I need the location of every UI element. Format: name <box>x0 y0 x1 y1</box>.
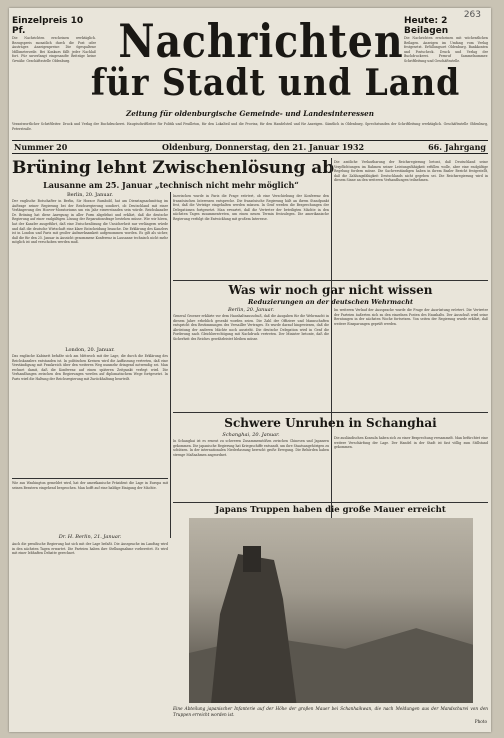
second-headline: Was wir noch gar nicht wissen <box>228 283 433 297</box>
price-box <box>12 16 96 106</box>
section-rule <box>173 280 488 281</box>
price-title: Einzelpreis 10 Pf. <box>12 16 84 36</box>
third-column3-text: Die ausländischen Konsuln haben sich zu einer Besprechung versammelt. Man befürchtet eine weitere Verschärfung der Lage. Der Handel in der Stadt ist fast völlig zum Stillstand gekommen. <box>334 436 488 450</box>
photo-headline: Japans Truppen haben die große Mauer erreicht <box>215 505 446 515</box>
lead-column3-text: Die amtliche Verlautbarung der Reichsregierung betont, daß Deutschland seine Verpflichtungen im Rahmen seiner Leistungsfähigkeit erfüllen wolle, aber eine endgültige Regelung fordern müsse. Die Sachverständigen haben in ihrem Basler Bericht festgestellt, daß die Zahlungsfähigkeit Deutschlands nicht gegeben sei. Die Reichsregierung wird in diesem Sinne an den weiteren Verhandlungen teilnehmen. <box>334 160 488 183</box>
supplements-text: Die Nachrichten erscheinen mit wöchentlichen Beilagen. Anzeigen im Umfang vom Verlag festgesetzt. Erfüllungsort Oldenburg. Bankkonten und Postscheck. Druck und Verlag der Buchdruckerei. Fernruf Sammelnummer. Schriftleitung und Geschäftsstelle. <box>404 36 488 63</box>
second-column2-text: General Groener erklärte vor dem Haushaltsausschuß, daß die Ausgaben für die Wehrmacht in diesem Jahre erheblich gesenkt worden seien. Die Zahl der Offiziere und Mannschaften entspricht den Bestimmungen des Versailler Vertrages. Es wurde darauf hingewiesen, daß die Abrüstung der anderen Mächte noch aussteht. Die deutsche Delegation wird in Genf die Forderung nach Gleichberechtigung mit Nachdruck vertreten. Der Minister betonte, daß die Sicherheit des Reiches gewährleistet bleiben müsse. <box>173 314 329 341</box>
lead-dateline2: London, 20. Januar. <box>65 347 115 353</box>
supplements-title: Heute: 2 Beilagen <box>404 16 449 36</box>
masthead-subtitle: Zeitung für oldenburgische Gemeinde- und Landesinteressen <box>126 109 374 118</box>
supplements-box <box>404 16 488 106</box>
issue-date: Oldenburg, Donnerstag, den 21. Januar 1932 <box>162 142 365 152</box>
lead-column1-text: Der englische Botschafter in Berlin, Sir Horace Rumbold, hat am Dienstagnachmittag im Auftrage seiner Regierung bei der Reichsregierung sondiert, ob Deutschland mit einer Verlängerung des Hoover-Moratoriums um ein Jahr einverstanden sein würde. Reichskanzler Dr. Brüning hat diese Anregung in aller Form abgelehnt und erklärt, daß die deutsche Regierung auf einer endgültigen Lösung der Reparationsfrage bestehen müsse. Wie wir hören, hat der Kanzler ausgeführt, daß eine Zwischenlösung die Unsicherheit nur verlängern würde und daß die deutsche Wirtschaft eine klare Entscheidung brauche. Die Erklärung des Kanzlers ist in London und Paris mit großer Aufmerksamkeit aufgenommen worden. Es gilt als sicher, daß die für den 25. Januar in Aussicht genommene Konferenz in Lausanne technisch nicht mehr möglich ist und verschoben werden muß. <box>12 199 168 245</box>
dateline-bar <box>12 140 488 154</box>
third-dateline: Schanghai, 20. Januar. <box>222 432 280 438</box>
issue-number: Nummer 20 <box>14 142 68 152</box>
lead-column1b-text: Das englische Kabinett befaßte sich am Mittwoch mit der Lage, die durch die Erklärung des Reichskanzlers entstanden ist. In politischen Kreisen wird die Auffassung vertreten, daß eine Verständigung mit Frankreich über den weiteren Weg nunmehr dringend notwendig sei. Man rechnet damit, daß die Konferenz auf einen späteren Zeitpunkt verlegt wird. Die Verhandlungen zwischen den Regierungen werden auf diplomatischem Wege fortgesetzt. In Paris wird die Haltung der Reichsregierung mit Zurückhaltung beurteilt. <box>12 354 168 381</box>
column-rule <box>331 158 332 538</box>
lead-headline: Brüning lehnt Zwischenlösung ab <box>12 158 335 178</box>
section-rule <box>173 412 488 413</box>
left-lower-dateline: Dr. H. Berlin, 21. Januar. <box>58 534 122 540</box>
lead-column2-text: Inzwischen wurde in Paris die Frage erörtert, ob eine Verschiebung der Konferenz den französischen Interessen entspreche. Die französische Regierung hält an ihrem Standpunkt fest, daß die Verträge eingehalten werden müssen. In Genf werden die Besprechungen der Delegationen fortgesetzt. Man erwartet, daß die Vertreter der beteiligten Mächte in den nächsten Tagen zusammentreten, um einen neuen Termin festzulegen. Die amerikanische Regierung verfolgt die Entwicklung mit großem Interesse. <box>173 194 329 221</box>
second-dateline: Berlin, 20. Januar. <box>228 307 274 313</box>
column-rule <box>170 192 171 538</box>
second-subheadline: Reduzierungen an der deutschen Wehrmacht <box>248 298 413 306</box>
volume: 66. Jahrgang <box>428 142 486 152</box>
photo-credit: Photo <box>474 719 487 724</box>
lead-dateline: Berlin, 20. Januar. <box>67 192 113 198</box>
photo-caption: Eine Abteilung japanischer Infanterie auf der Höhe der großen Mauer bei Schanhaikwan, die nach Meldungen aus der Mandschurei von den Truppen erreicht worden ist. <box>173 706 488 717</box>
newspaper-page <box>9 8 491 732</box>
section-rule <box>173 502 488 503</box>
third-column2-text: In Schanghai ist es erneut zu schweren Zusammenstößen zwischen Chinesen und Japanern gekommen. Die japanische Regierung hat Kriegsschiffe entsandt, um ihre Staatsangehörigen zu schützen. In der internationalen Niederlassung herrscht große Erregung. Die Behörden haben strenge Maßnahmen angeordnet. <box>173 439 329 457</box>
section-rule <box>12 478 168 479</box>
left-lower-text2: Auch die preußische Regierung hat sich mit der Lage befaßt. Die Aussprache im Landtag wird in den nächsten Tagen erwartet. Die Parteien haben ihre Stellungnahme vorbereitet. Es wird mit einer lebhaften Debatte gerechnet. <box>12 542 168 556</box>
lead-subheadline: Lausanne am 25. Januar „technisch nicht mehr möglich“ <box>43 180 299 190</box>
masthead-line2: für Stadt und Land <box>90 62 461 104</box>
left-lower-text1: Wie aus Washington gemeldet wird, hat der amerikanische Präsident die Lage in Europa mit seinen Beratern eingehend besprochen. Man hofft auf eine baldige Einigung der Mächte. <box>12 481 168 490</box>
page-number: 263 <box>463 10 481 20</box>
masthead-line1: Nachrichten <box>118 14 404 68</box>
third-headline: Schwere Unruhen in Schanghai <box>224 416 437 430</box>
great-wall-photo <box>189 518 473 703</box>
imprint: Verantwortlicher Schriftleiter. Druck und Verlag der Buchdruckerei. Hauptschriftleiter für Politik und Feuilleton, für den Lokalteil und die Provinz, für den Handelsteil und für Anzeigen. Sämtlich in Oldenburg. Sprechstunden der Schriftleitung werktäglich. Geschäftsstelle Oldenburg, Peterstraße. <box>12 122 488 131</box>
price-text: Die Nachrichten erscheinen werktäglich. Bezugspreis monatlich durch die Post oder Austräger. Anzeigenpreise: Die 6gespaltene Millimeterzeile. Bei Konkurs fällt jeder Nachlaß fort. Für unverlangt eingesandte Beiträge keine Gewähr. Geschäftsstelle Oldenburg. <box>12 36 96 63</box>
photo-wall <box>211 554 301 703</box>
second-column3-text: Im weiteren Verlauf der Aussprache wurde die Frage der Ausrüstung erörtert. Die Vertreter der Parteien äußerten sich zu den einzelnen Posten des Haushalts. Der Ausschuß wird seine Beratungen in der nächsten Woche fortsetzen. Von seiten der Regierung wurde erklärt, daß weitere Einsparungen geprüft werden. <box>334 308 488 326</box>
photo-tower <box>243 546 261 572</box>
